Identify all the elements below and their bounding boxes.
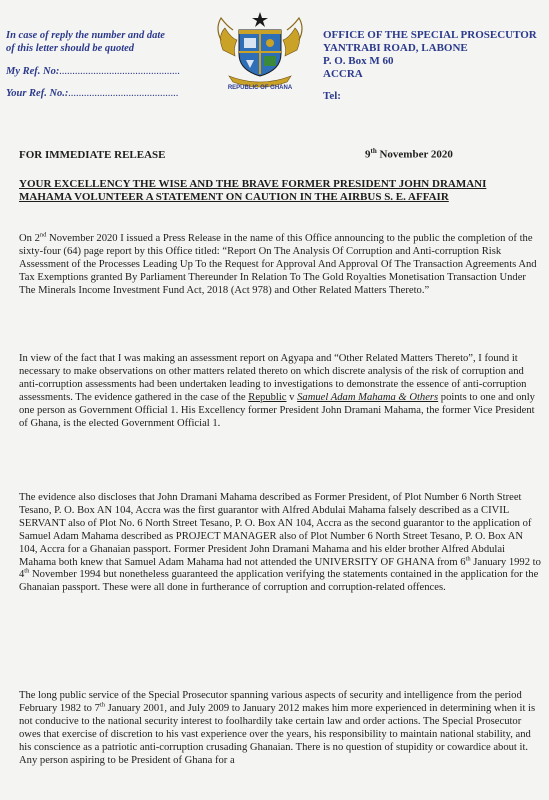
p2-text-b: points to one and only one person as Government Official 1. His Excellency former President John Dramani Mahama, the former Vice President of Ghana, is the elected Government Official 1. xyxy=(19,391,535,429)
my-ref-label: My Ref. No: xyxy=(6,66,60,77)
p4-sup: th xyxy=(99,701,105,709)
office-tel: Tel: xyxy=(323,90,341,102)
office-line-3: P. O. Box M 60 xyxy=(323,55,394,67)
p1-sup: nd xyxy=(39,231,47,239)
date-suffix: th xyxy=(370,147,377,155)
p2-versus: v xyxy=(286,391,298,403)
office-line-4: ACCRA xyxy=(323,68,363,80)
your-ref-dots: .......................................... xyxy=(68,88,179,99)
p3-text-a: The evidence also discloses that John Dramani Mahama described as Former President, of Plot Number 6 North Street Tesano, P. O. Box AN 104, Accra was the first guarantor with Alfred Abdulai Mahama falsely described as a CIVIL SERVANT also of Plot No. 6 North Street Tesano, P. O. Box AN 104, Accra as the second guarantor to the application of Samuel Adam Mahama described as PROJECT MANAGER also of Plot Number 6 North Street Tesano, P. O. Box AN 104, Accra for a Ghanaian passport. Former President John Dramani Mahama and his elder brother Alfred Abdulai Mahama both knew that Samuel Adam Mahama had not attended the UNIVERSITY OF GHANA from 6 xyxy=(19,492,532,568)
paragraph-1 xyxy=(19,233,541,298)
your-ref-line xyxy=(6,88,179,99)
p2-case-party-2: Samuel Adam Mahama & Others xyxy=(297,391,439,403)
office-address xyxy=(323,29,549,103)
paragraph-3 xyxy=(19,492,541,595)
p3-text-c: November 1994 but nonetheless guaranteed the application verifying the statements contained in the application for the Ghanaian passport. These were all done in furtherance of corruption and corruption-related offences. xyxy=(19,569,539,594)
headline: YOUR EXCELLENCY THE WISE AND THE BRAVE FORMER PRESIDENT JOHN DRAMANI MAHAMA VOLUNTEER A STATEMENT ON CAUTION IN THE AIRBUS S. E. AFFAIR xyxy=(19,178,487,203)
p3-sup-b: th xyxy=(24,567,30,575)
p3-text-b: January 1992 to 4 xyxy=(19,556,541,581)
reference-block xyxy=(6,29,181,99)
my-ref-dots: .............................................. xyxy=(59,66,181,77)
coat-caption: REPUBLIC OF GHANA xyxy=(227,85,293,91)
office-line-2: YANTRABI ROAD, LABONE xyxy=(323,42,468,54)
office-line-1: OFFICE OF THE SPECIAL PROSECUTOR xyxy=(323,29,537,41)
p2-case-party-1: Republic xyxy=(248,391,287,403)
reply-note: In case of reply the number and date of this letter should be quoted xyxy=(6,30,165,54)
paragraph-2 xyxy=(19,353,541,430)
date-day: 9 xyxy=(365,148,371,161)
p4-text-b: January 2001, and July 2009 to January 2012 makes him more experienced in determining when it is not conducive to the national security interest to foolhardily take certain law and order actions. The Special Prosecutor owes that exercise of discretion to his vast experience over the years, his responsibility to maintain national stability, and his conscience as a patriotic anti-corruption crusading Ghanaian. There is no question of stupidity or cowardice about it. Any person aspiring to be President of Ghana for a xyxy=(19,702,536,766)
my-ref-line xyxy=(6,66,181,77)
release-date xyxy=(365,147,453,161)
ghana-coat-of-arms-icon xyxy=(215,10,305,88)
p3-sup-a: th xyxy=(465,555,471,562)
your-ref-label: Your Ref. No.: xyxy=(6,88,69,99)
p1-text-a: On 2 xyxy=(19,233,40,244)
p1-text-b: November 2020 I issued a Press Release in the name of this Office announcing to the public the completion of the sixty-four (64) page report by this Office titled: “Report On The Analysis Of Corruption and Anti-corruption Risk Assessment of the Processes Leading Up To the Request for Approval And Approval Of The Transaction Agreements And Tax Exemptions granted By Parliament Thereunder In Relation To The Gold Royalties Monetisation Transaction Under The Minerals Income Investment Fund Act, 2018 (Act 978) and Other Related Matters Thereto.” xyxy=(19,233,537,296)
p2-text-a: In view of the fact that I was making an assessment report on Agyapa and “Other Related Matters Thereto”, I found it necessary to make observations on other matters related thereto on which discrete analysis of the risk of corruption and anti-corruption assessments had been undertaken leading to investigations to demonstrate the essence of anti-corruption assessments. The evidence gathered in the case of the xyxy=(19,353,527,403)
release-label: FOR IMMEDIATE RELEASE xyxy=(19,149,166,161)
p4-text-a: The long public service of the Special Prosecutor spanning various aspects of security and intelligence from the period February 1982 to 7 xyxy=(19,690,522,714)
paragraph-4 xyxy=(19,690,541,767)
date-rest: November 2020 xyxy=(376,148,453,161)
